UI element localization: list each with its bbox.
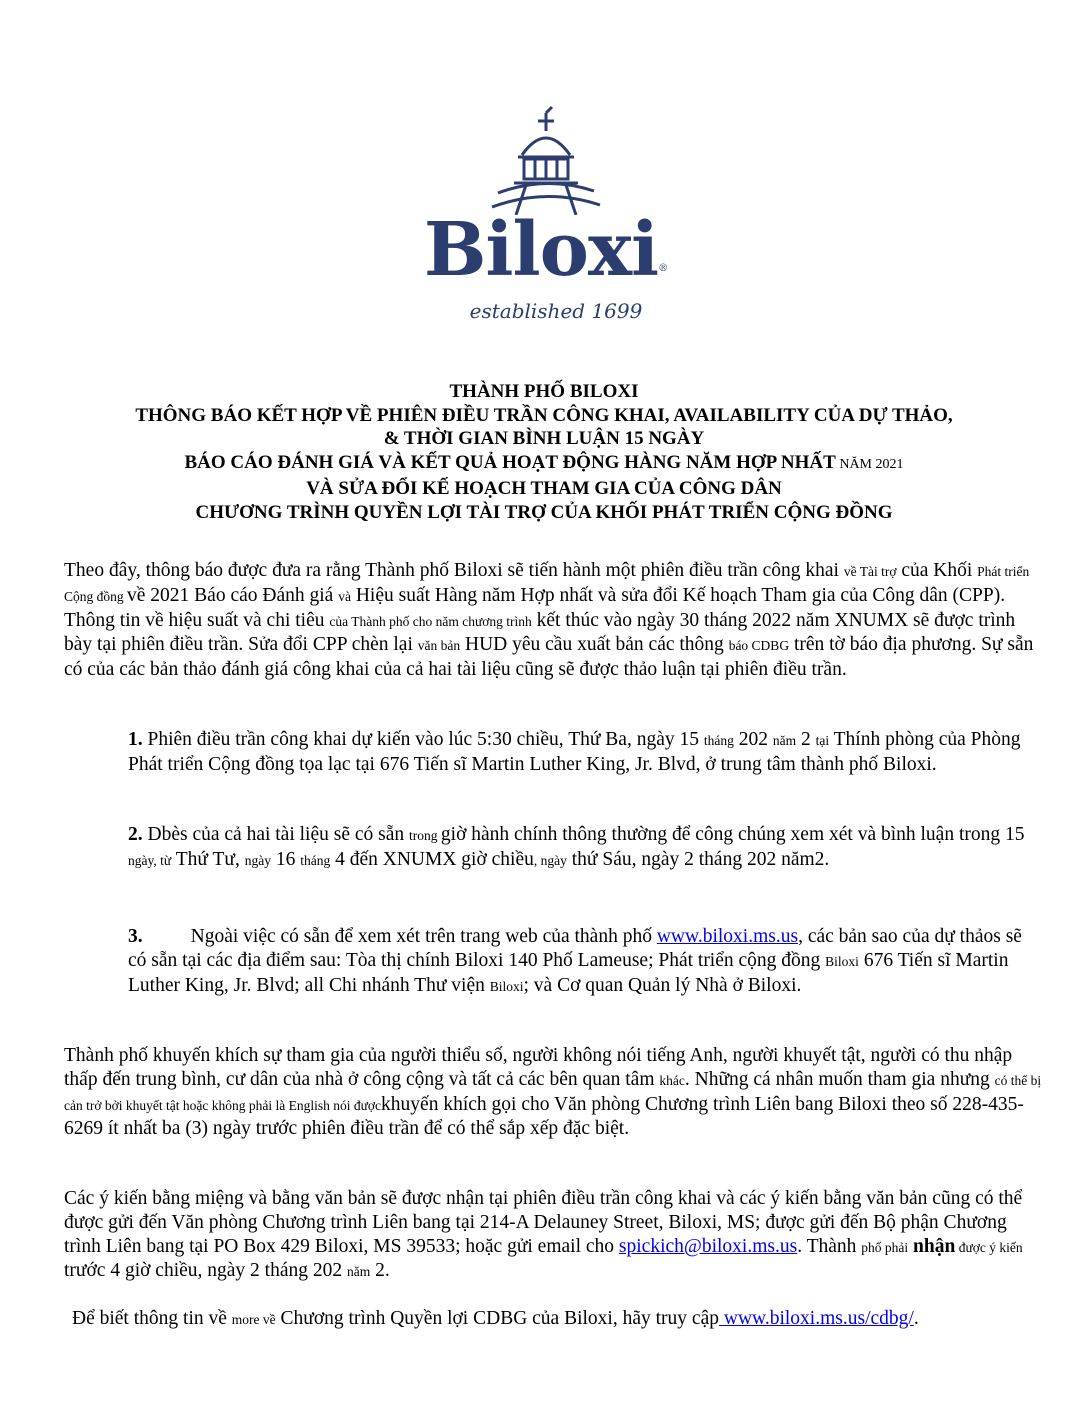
biloxi-logo xyxy=(418,95,674,343)
cdbg-link[interactable]: www.biloxi.ms.us/cdbg/ xyxy=(718,1308,914,1329)
header-line-5: VÀ SỬA ĐỔI KẾ HOẠCH THAM GIA CỦA CÔNG DÂN xyxy=(306,477,782,499)
participation-paragraph: Thành phố khuyến khích sự tham gia của người thiểu số, người không nói tiếng Anh, người khuyết tật, người có thu nhập thấp đến trung bình, cư dân của nhà ở công cộng và tất cả các bên quan tâm khác. Những cá nhân muốn tham gia nhưng có thể bị cản trở bởi khuyết tật hoặc không phải là English nói đượckhuyến khích gọi cho Văn phòng Chương trình Liên bang Biloxi theo số 228-435-6269 ít nhất ba (3) ngày trước phiên điều trần để có thể sắp xếp đặc biệt. xyxy=(64,1045,1042,1140)
logo-tagline: established 1699 xyxy=(469,299,643,323)
header-city: THÀNH PHỐ BILOXI xyxy=(449,381,639,402)
header-line-6: CHƯƠNG TRÌNH QUYỀN LỢI TÀI TRỢ CỦA KHỐI PHÁT TRIỂN CỘNG ĐỒNG xyxy=(195,501,893,523)
city-website-link[interactable]: www.biloxi.ms.us xyxy=(656,926,799,947)
header-line-4: BÁO CÁO ĐÁNH GIÁ VÀ KẾT QUẢ HOẠT ĐỘNG HÀNG NĂM HỢP NHẤT NĂM 2021 xyxy=(184,452,904,474)
more-info-paragraph: Để biết thông tin về more về Chương trình Quyền lợi CDBG của Biloxi, hãy truy cập www.biloxi.ms.us/cdbg/. xyxy=(72,1308,919,1329)
list-item-hearing: 1. Phiên điều trần công khai dự kiến vào lúc 5:30 chiều, Thứ Ba, ngày 15 tháng 202 năm 2 tại Thính phòng của Phòng Phát triển Cộng đồng tọa lạc tại 676 Tiến sĩ Martin Luther King, Jr. Blvd, ở trung tâm thành phố Biloxi. xyxy=(128,729,1021,775)
email-link[interactable]: spickich@biloxi.ms.us xyxy=(618,1235,798,1257)
list-item-locations: 3. Ngoài việc có sẵn để xem xét trên trang web của thành phố www.biloxi.ms.us, các bản sao của dự thảos sẽ có sẵn tại các địa điểm sau: Tòa thị chính Biloxi 140 Phố Lameuse; Phát triển cộng đồng Biloxi 676 Tiến sĩ Martin Luther King, Jr. Blvd; all Chi nhánh Thư viện Biloxi; và Cơ quan Quản lý Nhà ở Biloxi. xyxy=(128,926,1022,996)
header-line-3: & THỜI GIAN BÌNH LUẬN 15 NGÀY xyxy=(383,428,705,450)
logo-wordmark: Biloxi® xyxy=(423,207,669,293)
notice-header xyxy=(40,380,1048,524)
intro-paragraph: Theo đây, thông báo được đưa ra rằng Thành phố Biloxi sẽ tiến hành một phiên điều trần công khai về Tài trợ của Khối Phát triển Cộng đồng về 2021 Báo cáo Đánh giá và Hiệu suất Hàng năm Hợp nhất và sửa đổi Kế hoạch Tham gia của Công dân (CPP). Thông tin về hiệu suất và chi tiêu của Thành phố cho năm chương trình kết thúc vào ngày 30 tháng 2022 năm XNUMX sẽ được trình bày tại phiên điều trần. Sửa đổi CPP chèn lại văn bản HUD yêu cầu xuất bản các thông báo CDBG trên tờ báo địa phương. Sự sẵn có của các bản thảo đánh giá công khai của cả hai tài liệu cũng sẽ được thảo luận tại phiên điều trần. xyxy=(64,560,1034,681)
header-line-2: THÔNG BÁO KẾT HỢP VỀ PHIÊN ĐIỀU TRẦN CÔNG KHAI, AVAILABILITY CỦA DỰ THẢO, xyxy=(135,404,953,426)
lighthouse-icon xyxy=(418,95,674,215)
comments-paragraph: Các ý kiến bằng miệng và bằng văn bản sẽ được nhận tại phiên điều trần công khai và các ý kiến bằng văn bản cũng có thể được gửi đến Văn phòng Chương trình Liên bang tại 214-A Delauney Street, Biloxi, MS; được gửi đến Bộ phận Chương trình Liên bang tại PO Box 429 Biloxi, MS 39533; hoặc gửi email cho spickich@biloxi.ms.us. Thành phố phải nhận được ý kiến trước 4 giờ chiều, ngày 2 tháng 202 năm 2. xyxy=(64,1188,1023,1282)
list-item-availability: 2. Dbès của cả hai tài liệu sẽ có sẵn trong giờ hành chính thông thường để công chúng xem xét và bình luận trong 15 ngày, từ Thứ Tư, ngày 16 tháng 4 đến XNUMX giờ chiều, ngày thứ Sáu, ngày 2 tháng 202 năm2. xyxy=(128,824,1025,870)
